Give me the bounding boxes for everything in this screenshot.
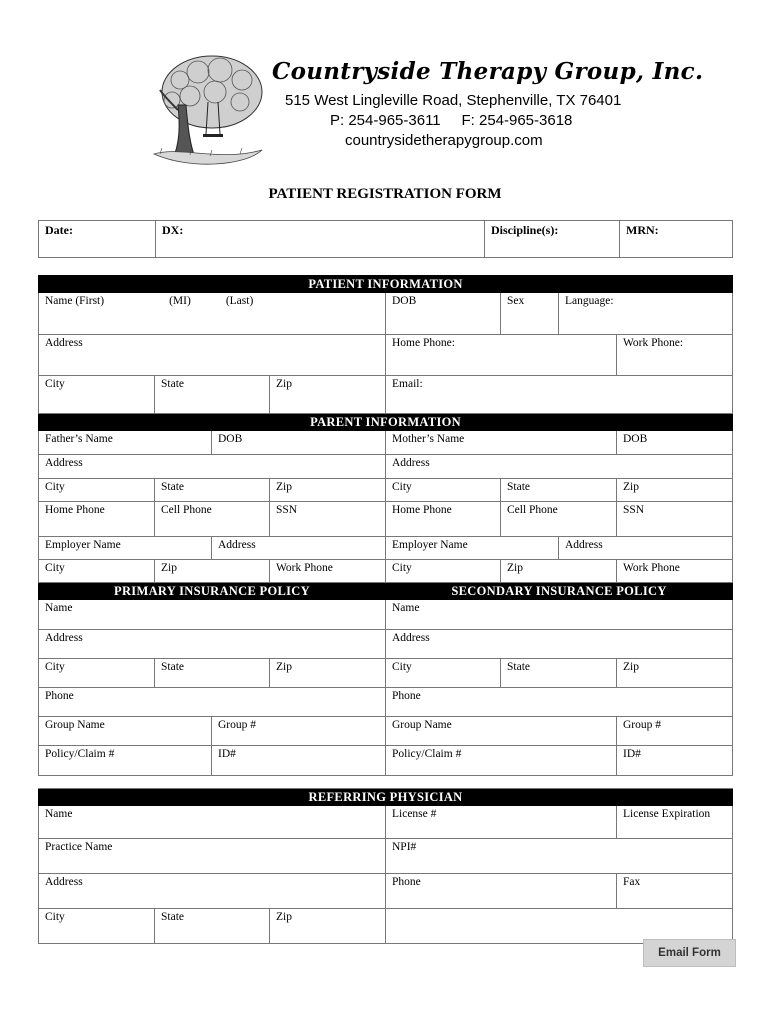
email-form-button[interactable]: Email Form	[643, 939, 736, 967]
primary-ins-group-number-field[interactable]	[212, 717, 386, 746]
mother-home-phone-label: Home Phone	[392, 504, 452, 516]
secondary-ins-zip-label: Zip	[623, 661, 639, 673]
company-address: 515 West Lingleville Road, Stephenville, TX 76401	[285, 92, 622, 109]
mother-ssn-field[interactable]	[617, 502, 733, 537]
secondary-ins-policy-label: Policy/Claim #	[392, 748, 462, 760]
secondary-ins-group-number-label: Group #	[623, 719, 662, 731]
mother-zip-label: Zip	[623, 481, 639, 493]
primary-ins-address-label: Address	[45, 632, 83, 644]
fathers-name-field[interactable]	[39, 431, 212, 455]
father-employer-zip-field[interactable]	[155, 560, 270, 583]
physician-address-field[interactable]	[39, 874, 386, 909]
zip-label: Zip	[276, 378, 292, 390]
father-state-field[interactable]	[155, 479, 270, 502]
father-cell-phone-label: Cell Phone	[161, 504, 212, 516]
discipline-field[interactable]	[485, 221, 620, 258]
physician-fax-field[interactable]	[617, 874, 733, 909]
date-label: Date:	[45, 223, 73, 237]
primary-ins-zip-label: Zip	[276, 661, 292, 673]
mother-employer-zip-field[interactable]	[501, 560, 617, 583]
mother-address-label: Address	[392, 457, 430, 469]
secondary-ins-group-number-field[interactable]	[617, 717, 733, 746]
secondary-ins-city-field[interactable]	[386, 659, 501, 688]
patient-language-field[interactable]	[559, 293, 733, 335]
mother-employer-zip-label: Zip	[507, 562, 523, 574]
primary-ins-group-name-label: Group Name	[45, 719, 105, 731]
patient-information-header: PATIENT INFORMATION	[39, 276, 733, 293]
father-dob-field[interactable]	[212, 431, 386, 455]
primary-ins-policy-field[interactable]	[39, 746, 212, 776]
father-zip-label: Zip	[276, 481, 292, 493]
primary-ins-id-field[interactable]	[212, 746, 386, 776]
primary-ins-group-number-label: Group #	[218, 719, 257, 731]
address-label: Address	[45, 337, 83, 349]
secondary-ins-group-name-field[interactable]	[386, 717, 617, 746]
father-employer-address-field[interactable]	[212, 537, 386, 560]
form-title: PATIENT REGISTRATION FORM	[268, 186, 502, 202]
mother-ssn-label: SSN	[623, 504, 645, 516]
physician-zip-field[interactable]	[270, 909, 386, 944]
physician-zip-label: Zip	[276, 911, 292, 923]
patient-home-phone-field[interactable]	[386, 335, 617, 376]
mother-employer-name-label: Employer Name	[392, 539, 468, 551]
physician-npi-field[interactable]	[386, 839, 733, 874]
dob-label: DOB	[392, 295, 417, 307]
language-label: Language:	[565, 295, 614, 307]
primary-ins-phone-label: Phone	[45, 690, 74, 702]
father-employer-name-label: Employer Name	[45, 539, 121, 551]
primary-insurance-header: PRIMARY INSURANCE POLICY	[39, 583, 386, 600]
work-phone-label: Work Phone:	[623, 337, 684, 349]
physician-state-label: State	[161, 911, 184, 923]
father-employer-address-label: Address	[218, 539, 256, 551]
mother-work-phone-field[interactable]	[617, 560, 733, 583]
mother-dob-label: DOB	[623, 433, 648, 445]
father-home-phone-field[interactable]	[39, 502, 155, 537]
mother-cell-phone-label: Cell Phone	[507, 504, 558, 516]
father-employer-city-label: City	[45, 562, 65, 574]
father-city-label: City	[45, 481, 65, 493]
father-home-phone-label: Home Phone	[45, 504, 105, 516]
father-cell-phone-field[interactable]	[155, 502, 270, 537]
father-employer-city-field[interactable]	[39, 560, 155, 583]
discipline-label: Discipline(s):	[491, 223, 559, 237]
primary-ins-address-field[interactable]	[39, 630, 386, 659]
mother-zip-field[interactable]	[617, 479, 733, 502]
mother-city-label: City	[392, 481, 412, 493]
physician-phone-label: Phone	[392, 876, 421, 888]
primary-ins-name-field[interactable]	[39, 600, 386, 630]
secondary-ins-state-label: State	[507, 661, 530, 673]
secondary-ins-id-label: ID#	[623, 748, 641, 760]
physician-license-exp-field[interactable]	[617, 806, 733, 839]
father-dob-label: DOB	[218, 433, 243, 445]
mother-address-field[interactable]	[386, 455, 733, 479]
father-work-phone-label: Work Phone	[276, 562, 333, 574]
registration-form-table	[38, 275, 733, 944]
father-ssn-label: SSN	[276, 504, 298, 516]
mothers-name-field[interactable]	[386, 431, 617, 455]
state-label: State	[161, 378, 184, 390]
mother-dob-field[interactable]	[617, 431, 733, 455]
physician-name-field[interactable]	[39, 806, 386, 839]
patient-address-field[interactable]	[39, 335, 386, 376]
secondary-ins-address-field[interactable]	[386, 630, 733, 659]
primary-ins-city-field[interactable]	[39, 659, 155, 688]
name-last-label: (Last)	[225, 295, 254, 307]
father-ssn-field[interactable]	[270, 502, 386, 537]
secondary-ins-state-field[interactable]	[501, 659, 617, 688]
primary-ins-group-name-field[interactable]	[39, 717, 212, 746]
mother-employer-address-label: Address	[565, 539, 603, 551]
company-website: countrysidetherapygroup.com	[345, 132, 543, 149]
primary-ins-id-label: ID#	[218, 748, 236, 760]
physician-address-label: Address	[45, 876, 83, 888]
physician-license-label: License #	[392, 808, 437, 820]
mrn-label: MRN:	[626, 223, 659, 237]
patient-state-field[interactable]	[155, 376, 270, 414]
primary-ins-state-label: State	[161, 661, 184, 673]
date-field[interactable]	[39, 221, 156, 258]
secondary-ins-group-name-label: Group Name	[392, 719, 452, 731]
patient-dob-field[interactable]	[386, 293, 501, 335]
patient-email-field[interactable]	[386, 376, 733, 414]
father-state-label: State	[161, 481, 184, 493]
secondary-ins-zip-field[interactable]	[617, 659, 733, 688]
father-zip-field[interactable]	[270, 479, 386, 502]
name-first-label: Name (First)	[45, 295, 105, 307]
top-info-table	[38, 220, 733, 258]
mother-employer-name-field[interactable]	[386, 537, 559, 560]
primary-ins-state-field[interactable]	[155, 659, 270, 688]
dx-label: DX:	[162, 223, 184, 237]
sex-label: Sex	[507, 295, 525, 307]
father-city-field[interactable]	[39, 479, 155, 502]
father-address-field[interactable]	[39, 455, 386, 479]
primary-ins-zip-field[interactable]	[270, 659, 386, 688]
patient-sex-field[interactable]	[501, 293, 559, 335]
primary-ins-phone-field[interactable]	[39, 688, 386, 717]
fathers-name-label: Father’s Name	[45, 433, 113, 445]
mother-state-field[interactable]	[501, 479, 617, 502]
physician-license-field[interactable]	[386, 806, 617, 839]
patient-city-field[interactable]	[39, 376, 155, 414]
secondary-ins-phone-label: Phone	[392, 690, 421, 702]
name-mi-label: (MI)	[169, 295, 191, 307]
secondary-ins-id-field[interactable]	[617, 746, 733, 776]
mother-employer-city-label: City	[392, 562, 412, 574]
patient-work-phone-field[interactable]	[617, 335, 733, 376]
physician-phone-field[interactable]	[386, 874, 617, 909]
physician-state-field[interactable]	[155, 909, 270, 944]
tree-swing-logo-icon	[150, 50, 265, 168]
secondary-ins-address-label: Address	[392, 632, 430, 644]
secondary-ins-phone-field[interactable]	[386, 688, 733, 717]
mother-employer-address-field[interactable]	[559, 537, 733, 560]
city-label: City	[45, 378, 65, 390]
company-name: Countryside Therapy Group, Inc.	[272, 58, 704, 85]
physician-fax-label: Fax	[623, 876, 641, 888]
patient-name-field[interactable]	[39, 293, 386, 335]
dx-field[interactable]	[156, 221, 485, 258]
mother-employer-city-field[interactable]	[386, 560, 501, 583]
mother-state-label: State	[507, 481, 530, 493]
referring-physician-header: REFERRING PHYSICIAN	[39, 789, 733, 806]
primary-ins-policy-label: Policy/Claim #	[45, 748, 115, 760]
father-work-phone-field[interactable]	[270, 560, 386, 583]
mothers-name-label: Mother’s Name	[392, 433, 465, 445]
father-employer-name-field[interactable]	[39, 537, 212, 560]
primary-ins-name-label: Name	[45, 602, 73, 614]
practice-name-field[interactable]	[39, 839, 386, 874]
physician-license-exp-label: License Expiration	[623, 808, 711, 820]
parent-information-header: PARENT INFORMATION	[39, 414, 733, 431]
spacer-row	[39, 776, 733, 789]
practice-name-label: Practice Name	[45, 841, 113, 853]
primary-ins-city-label: City	[45, 661, 65, 673]
secondary-ins-policy-field[interactable]	[386, 746, 617, 776]
physician-city-field[interactable]	[39, 909, 155, 944]
secondary-ins-name-field[interactable]	[386, 600, 733, 630]
mother-home-phone-field[interactable]	[386, 502, 501, 537]
physician-name-label: Name	[45, 808, 73, 820]
mother-work-phone-label: Work Phone	[623, 562, 680, 574]
company-phone-fax: P: 254-965-3611 F: 254-965-3618	[330, 112, 573, 129]
mother-city-field[interactable]	[386, 479, 501, 502]
secondary-insurance-header: SECONDARY INSURANCE POLICY	[386, 583, 733, 600]
secondary-ins-city-label: City	[392, 661, 412, 673]
email-label: Email:	[392, 378, 423, 390]
patient-zip-field[interactable]	[270, 376, 386, 414]
physician-city-label: City	[45, 911, 65, 923]
home-phone-label: Home Phone:	[392, 337, 455, 349]
physician-npi-label: NPI#	[392, 841, 417, 853]
father-employer-zip-label: Zip	[161, 562, 177, 574]
father-address-label: Address	[45, 457, 83, 469]
secondary-ins-name-label: Name	[392, 602, 420, 614]
mrn-field[interactable]	[620, 221, 733, 258]
mother-cell-phone-field[interactable]	[501, 502, 617, 537]
